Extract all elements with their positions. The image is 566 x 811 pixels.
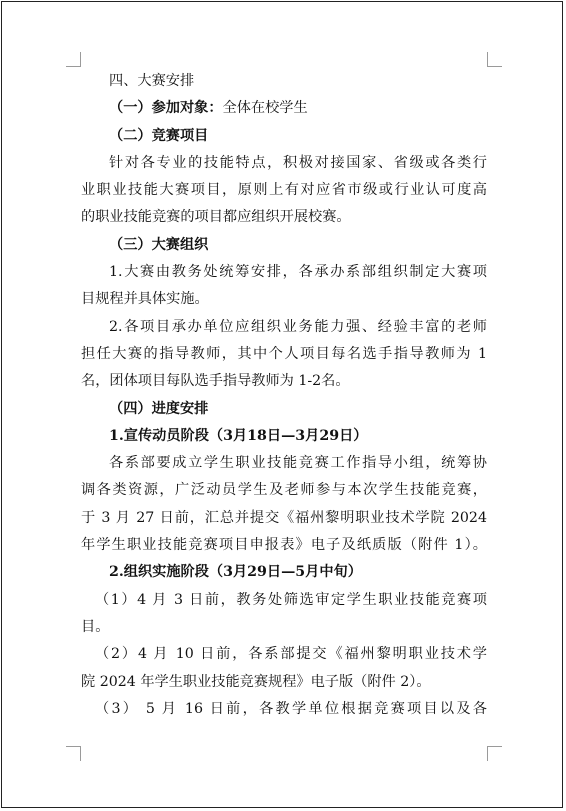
paragraph-line: （2）4 月 10 日前，各系部提交《福州黎明职业技术学: [95, 646, 487, 663]
phase-heading: 1.宣传动员阶段（3月18日—3月29日）: [109, 427, 368, 444]
crop-mark-top-left: [66, 52, 81, 67]
paragraph-line: 担任大赛的指导教师，其中个人项目每名选手指导教师为 1: [81, 345, 487, 362]
paragraph-line: 院 2024 年学生职业技能竞赛规程》电子版（附件 2）。: [81, 673, 431, 690]
subsection-heading: （四）进度安排: [109, 400, 209, 417]
paragraph-line: 1.大赛由教务处统筹安排，各承办系部组织制定大赛项: [109, 264, 487, 281]
paragraph-line: 2.各项目承办单位应组织业务能力强、经验丰富的老师: [109, 318, 487, 335]
crop-mark-bottom-left: [66, 746, 81, 761]
paragraph-line: 目。: [81, 618, 110, 635]
crop-mark-top-right: [487, 52, 502, 67]
paragraph-line: 针对各专业的技能特点，积极对接国家、省级或各类行: [109, 154, 487, 171]
phase-heading: 2.组织实施阶段（3月29日—5月中旬）: [109, 564, 362, 581]
document-body: [81, 68, 487, 723]
paragraph-line: 调各类资源，广泛动员学生及老师参与本次学生技能竞赛，: [81, 482, 487, 499]
paragraph-line: 业职业技能大赛项目，原则上有对应省市级或行业认可度高: [81, 182, 487, 199]
document-page: [1, 1, 563, 808]
subsection-participants: （一）参加对象：全体在校学生: [109, 100, 308, 117]
paragraph-line: （1）4 月 3 日前，教务处筛选审定学生职业技能竞赛项: [95, 591, 487, 608]
section-heading: 四、大赛安排: [109, 73, 195, 89]
paragraph-line: 各系部要成立学生职业技能竞赛工作指导小组，统筹协: [109, 455, 487, 472]
subsection-heading: （三）大赛组织: [109, 236, 209, 253]
paragraph-line: 年学生职业技能竞赛项目申报表》电子及纸质版（附件 1）。: [81, 537, 487, 554]
paragraph-line: 的职业技能竞赛的项目都应组织开展校赛。: [81, 209, 351, 226]
paragraph-line: 名，团体项目每队选手指导教师为 1-2名。: [81, 373, 350, 390]
paragraph-line: （3） 5 月 16 日前，各教学单位根据竞赛项目以及各: [95, 700, 487, 717]
subsection-heading: （二）竞赛项目: [109, 127, 209, 144]
crop-mark-bottom-right: [487, 746, 502, 761]
paragraph-line: 目规程并具体实施。: [81, 291, 209, 308]
paragraph-line: 于 3 月 27 日前，汇总并提交《福州黎明职业技术学院 2024: [81, 509, 487, 526]
